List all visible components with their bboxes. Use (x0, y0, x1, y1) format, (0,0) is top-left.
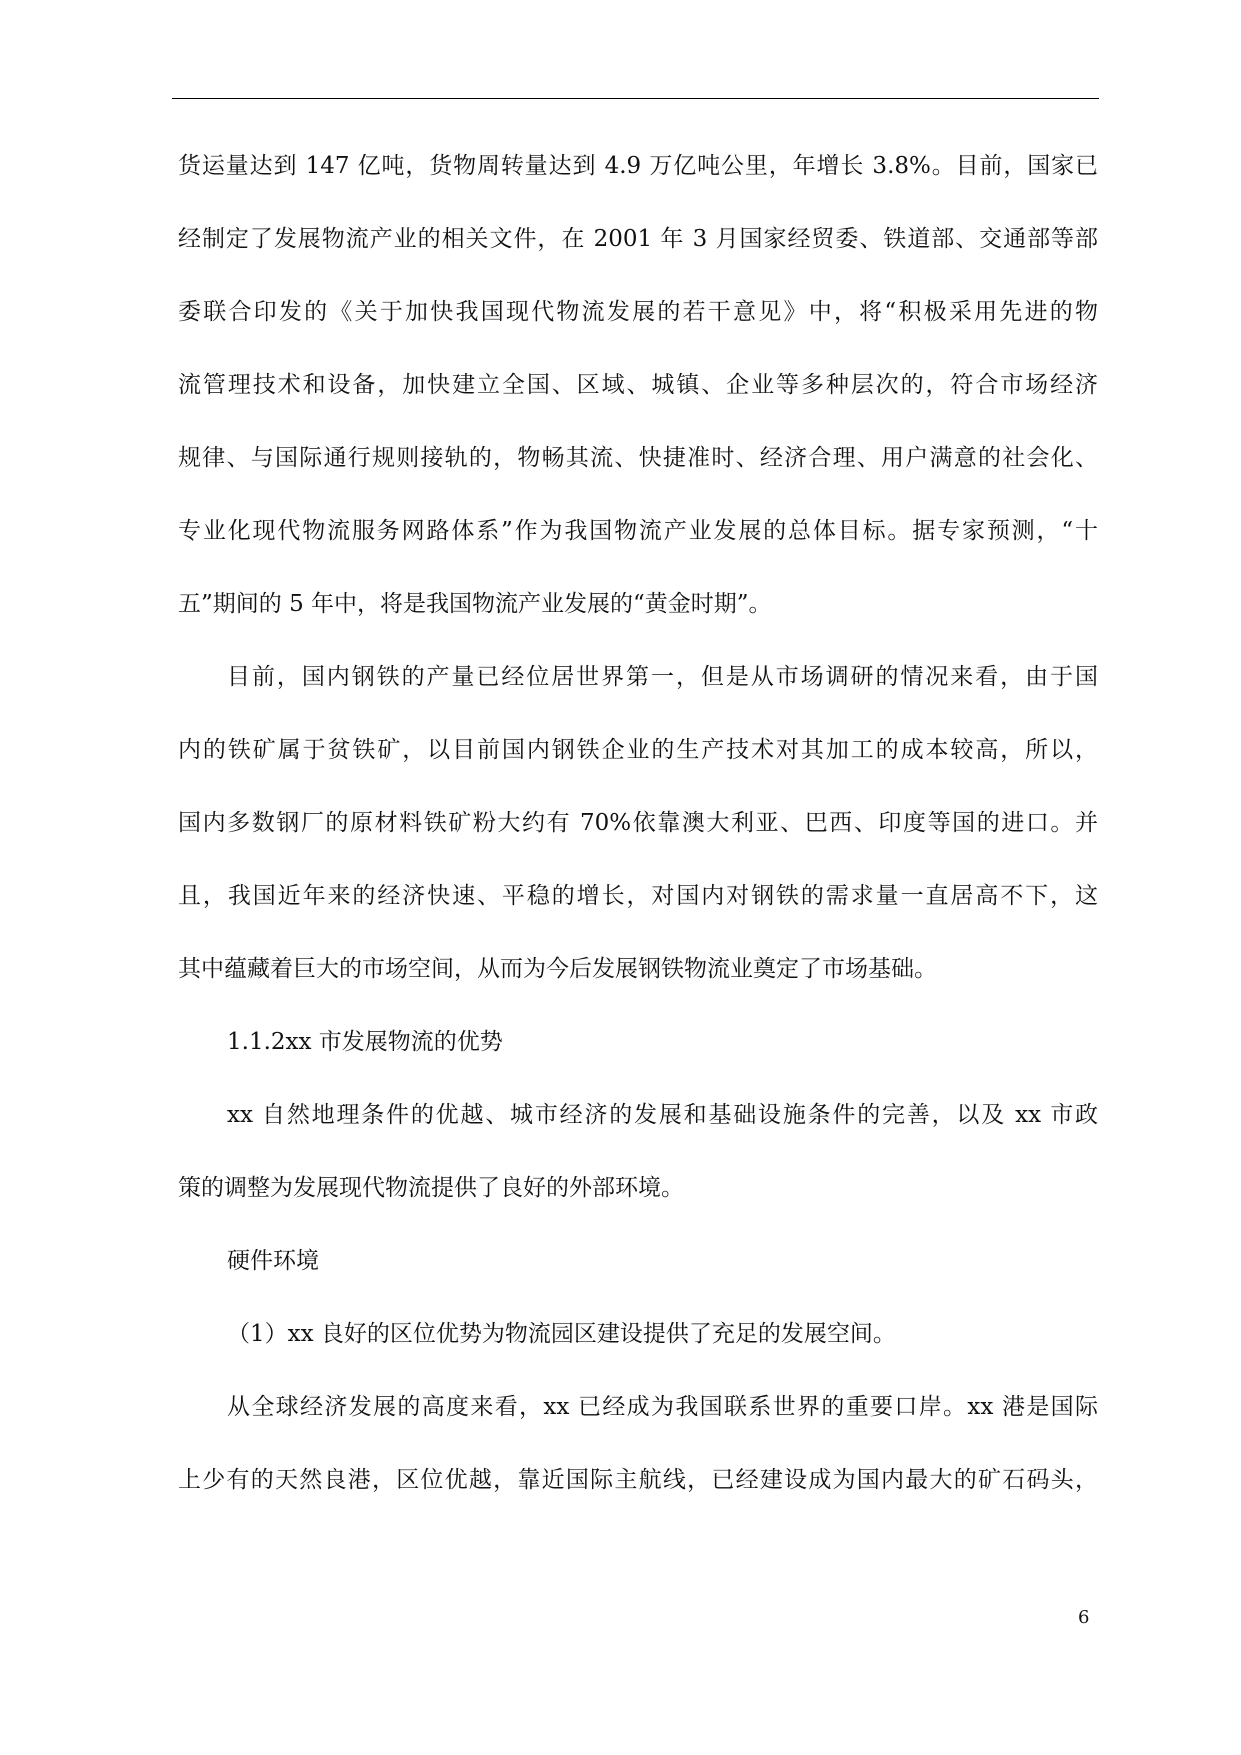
paragraph-line: xx 自然地理条件的优越、城市经济的发展和基础设施条件的完善，以及 xx 市政 (227, 1102, 1098, 1128)
paragraph-line: 策的调整为发展现代物流提供了良好的外部环境。 (178, 1175, 684, 1201)
list-item: （1）xx 良好的区位优势为物流园区建设提供了充足的发展空间。 (227, 1321, 896, 1347)
header-rule (172, 98, 1099, 99)
paragraph-line: 且，我国近年来的经济快速、平稳的增长，对国内对钢铁的需求量一直居高不下，这 (178, 883, 1098, 909)
paragraph-line: 流管理技术和设备，加快建立全国、区域、城镇、企业等多种层次的，符合市场经济 (178, 372, 1098, 398)
paragraph-line: 其中蕴藏着巨大的市场空间，从而为今后发展钢铁物流业奠定了市场基础。 (178, 956, 937, 982)
paragraph-line: 规律、与国际通行规则接轨的，物畅其流、快捷准时、经济合理、用户满意的社会化、 (178, 445, 1098, 471)
paragraph-line: 货运量达到 147 亿吨，货物周转量达到 4.9 万亿吨公里，年增长 3.8%。目前，国家已 (178, 153, 1098, 179)
section-heading: 1.1.2xx 市发展物流的优势 (227, 1029, 503, 1055)
paragraph-line: 专业化现代物流服务网路体系”作为我国物流产业发展的总体目标。据专家预测，“十 (178, 518, 1098, 544)
subheading: 硬件环境 (227, 1248, 319, 1274)
page-number: 6 (1078, 1607, 1090, 1628)
paragraph-line: 五”期间的 5 年中，将是我国物流产业发展的“黄金时期”。 (178, 591, 772, 617)
paragraph-line: 从全球经济发展的高度来看，xx 已经成为我国联系世界的重要口岸。xx 港是国际 (227, 1394, 1098, 1420)
paragraph-line: 上少有的天然良港，区位优越，靠近国际主航线，已经建设成为国内最大的矿石码头， (178, 1467, 1098, 1493)
paragraph-line: 目前，国内钢铁的产量已经位居世界第一，但是从市场调研的情况来看，由于国 (227, 664, 1098, 690)
paragraph-line: 委联合印发的《关于加快我国现代物流发展的若干意见》中，将“积极采用先进的物 (178, 299, 1098, 325)
paragraph-line: 内的铁矿属于贫铁矿，以目前国内钢铁企业的生产技术对其加工的成本较高，所以， (178, 737, 1098, 763)
paragraph-line: 经制定了发展物流产业的相关文件，在 2001 年 3 月国家经贸委、铁道部、交通部等部 (178, 226, 1098, 252)
paragraph-line: 国内多数钢厂的原材料铁矿粉大约有 70%依靠澳大利亚、巴西、印度等国的进口。并 (178, 810, 1098, 836)
